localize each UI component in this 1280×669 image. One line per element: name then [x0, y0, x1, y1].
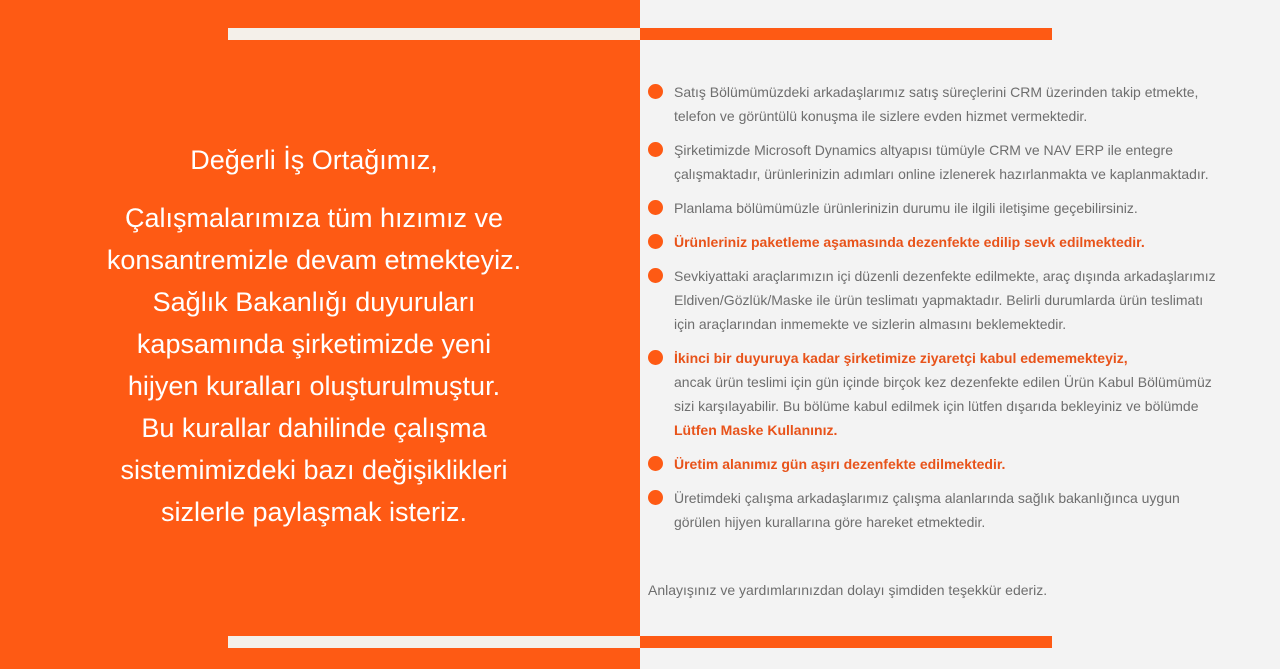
- bottom-divider-orange: [640, 636, 1052, 648]
- item-text-line: Üretimdeki çalışma arkadaşlarımız çalışma alanlarında sağlık bakanlığınca uygun: [674, 490, 1180, 506]
- item-text-line: Şirketimizde Microsoft Dynamics altyapısı tümüyle CRM ve NAV ERP ile entegre: [674, 142, 1173, 158]
- bullet-dot-icon: [648, 268, 663, 283]
- item-text-line: Ürünleriniz paketleme aşamasında dezenfekte edilip sevk edilmektedir.: [674, 234, 1145, 250]
- list-item-highlight: [648, 230, 1280, 254]
- message-line: Bu kurallar dahilinde çalışma: [141, 413, 487, 443]
- item-text-line: çalışmaktadır, ürünlerinizin adımları online izlenerek hazırlanmakta ve kaplanmaktadır.: [674, 166, 1209, 182]
- announcement-message: [0, 197, 628, 533]
- message-line: kapsamında şirketimizde yeni: [136, 329, 492, 359]
- item-text-line: Üretim alanımız gün aşırı dezenfekte edilmektedir.: [674, 456, 1006, 472]
- message-line: sizlerle paylaşmak isteriz.: [160, 497, 468, 527]
- list-item: [648, 138, 1280, 186]
- list-item: [648, 80, 1280, 128]
- message-line: konsantremizle devam etmekteyiz.: [106, 245, 522, 275]
- message-line: Çalışmalarımıza tüm hızımız ve: [124, 203, 504, 233]
- top-divider-light: [228, 28, 640, 40]
- item-text-line: için araçlarından inmemekte ve sizlerin almasını beklemektedir.: [674, 316, 1067, 332]
- bullet-dot-icon: [648, 84, 663, 99]
- message-line: Sağlık Bakanlığı duyuruları: [152, 287, 476, 317]
- list-item: [648, 346, 1280, 442]
- item-text-line: telefon ve görüntülü konuşma ile sizlere evden hizmet vermektedir.: [674, 108, 1088, 124]
- item-text-line: Sevkiyattaki araçlarımızın içi düzenli dezenfekte edilmekte, araç dışında arkadaşlarımız: [674, 268, 1216, 284]
- item-text-line: Eldiven/Gözlük/Maske ile ürün teslimatı yapmaktadır. Belirli durumlarda ürün teslimatı: [674, 292, 1204, 308]
- item-text-line: Planlama bölümümüzle ürünlerinizin durumu ile ilgili iletişime geçebilirsiniz.: [674, 200, 1138, 216]
- message-line: hijyen kuralları oluşturulmuştur.: [127, 371, 501, 401]
- closing-note: Anlayışınız ve yardımlarınızdan dolayı şimdiden teşekkür ederiz.: [648, 582, 1048, 598]
- item-text-line: Satış Bölümümüzdeki arkadaşlarımız satış süreçlerini CRM üzerinden takip etmekte,: [674, 84, 1199, 100]
- bullet-dot-icon: [648, 350, 663, 365]
- top-divider-orange: [640, 28, 1052, 40]
- bullet-dot-icon: [648, 200, 663, 215]
- message-line: sistemimizdeki bazı değişiklikleri: [120, 455, 508, 485]
- item-text-line: ancak ürün teslimi için gün içinde birçok kez dezenfekte edilen Ürün Kabul Bölümümüz: [674, 374, 1212, 390]
- list-item-highlight: [648, 452, 1280, 476]
- bullet-dot-icon: [648, 490, 663, 505]
- item-text-line: görülen hijyen kurallarına göre hareket etmektedir.: [674, 514, 986, 530]
- bullet-dot-icon: [648, 142, 663, 157]
- item-text-line-highlight: Lütfen Maske Kullanınız.: [674, 422, 838, 438]
- list-item: [648, 264, 1280, 336]
- greeting-heading: Değerli İş Ortağımız,: [190, 145, 438, 175]
- measures-list: [648, 80, 1280, 544]
- item-text-line-highlight: İkinci bir duyuruya kadar şirketimize ziyaretçi kabul edememekteyiz,: [674, 350, 1128, 366]
- list-item: [648, 196, 1280, 220]
- list-item: [648, 486, 1280, 534]
- bottom-divider-light: [228, 636, 640, 648]
- bullet-dot-icon: [648, 456, 663, 471]
- bullet-dot-icon: [648, 234, 663, 249]
- item-text-line: sizi karşılayabilir. Bu bölüme kabul edilmek için lütfen dışarıda bekleyiniz ve bölümde: [674, 398, 1199, 414]
